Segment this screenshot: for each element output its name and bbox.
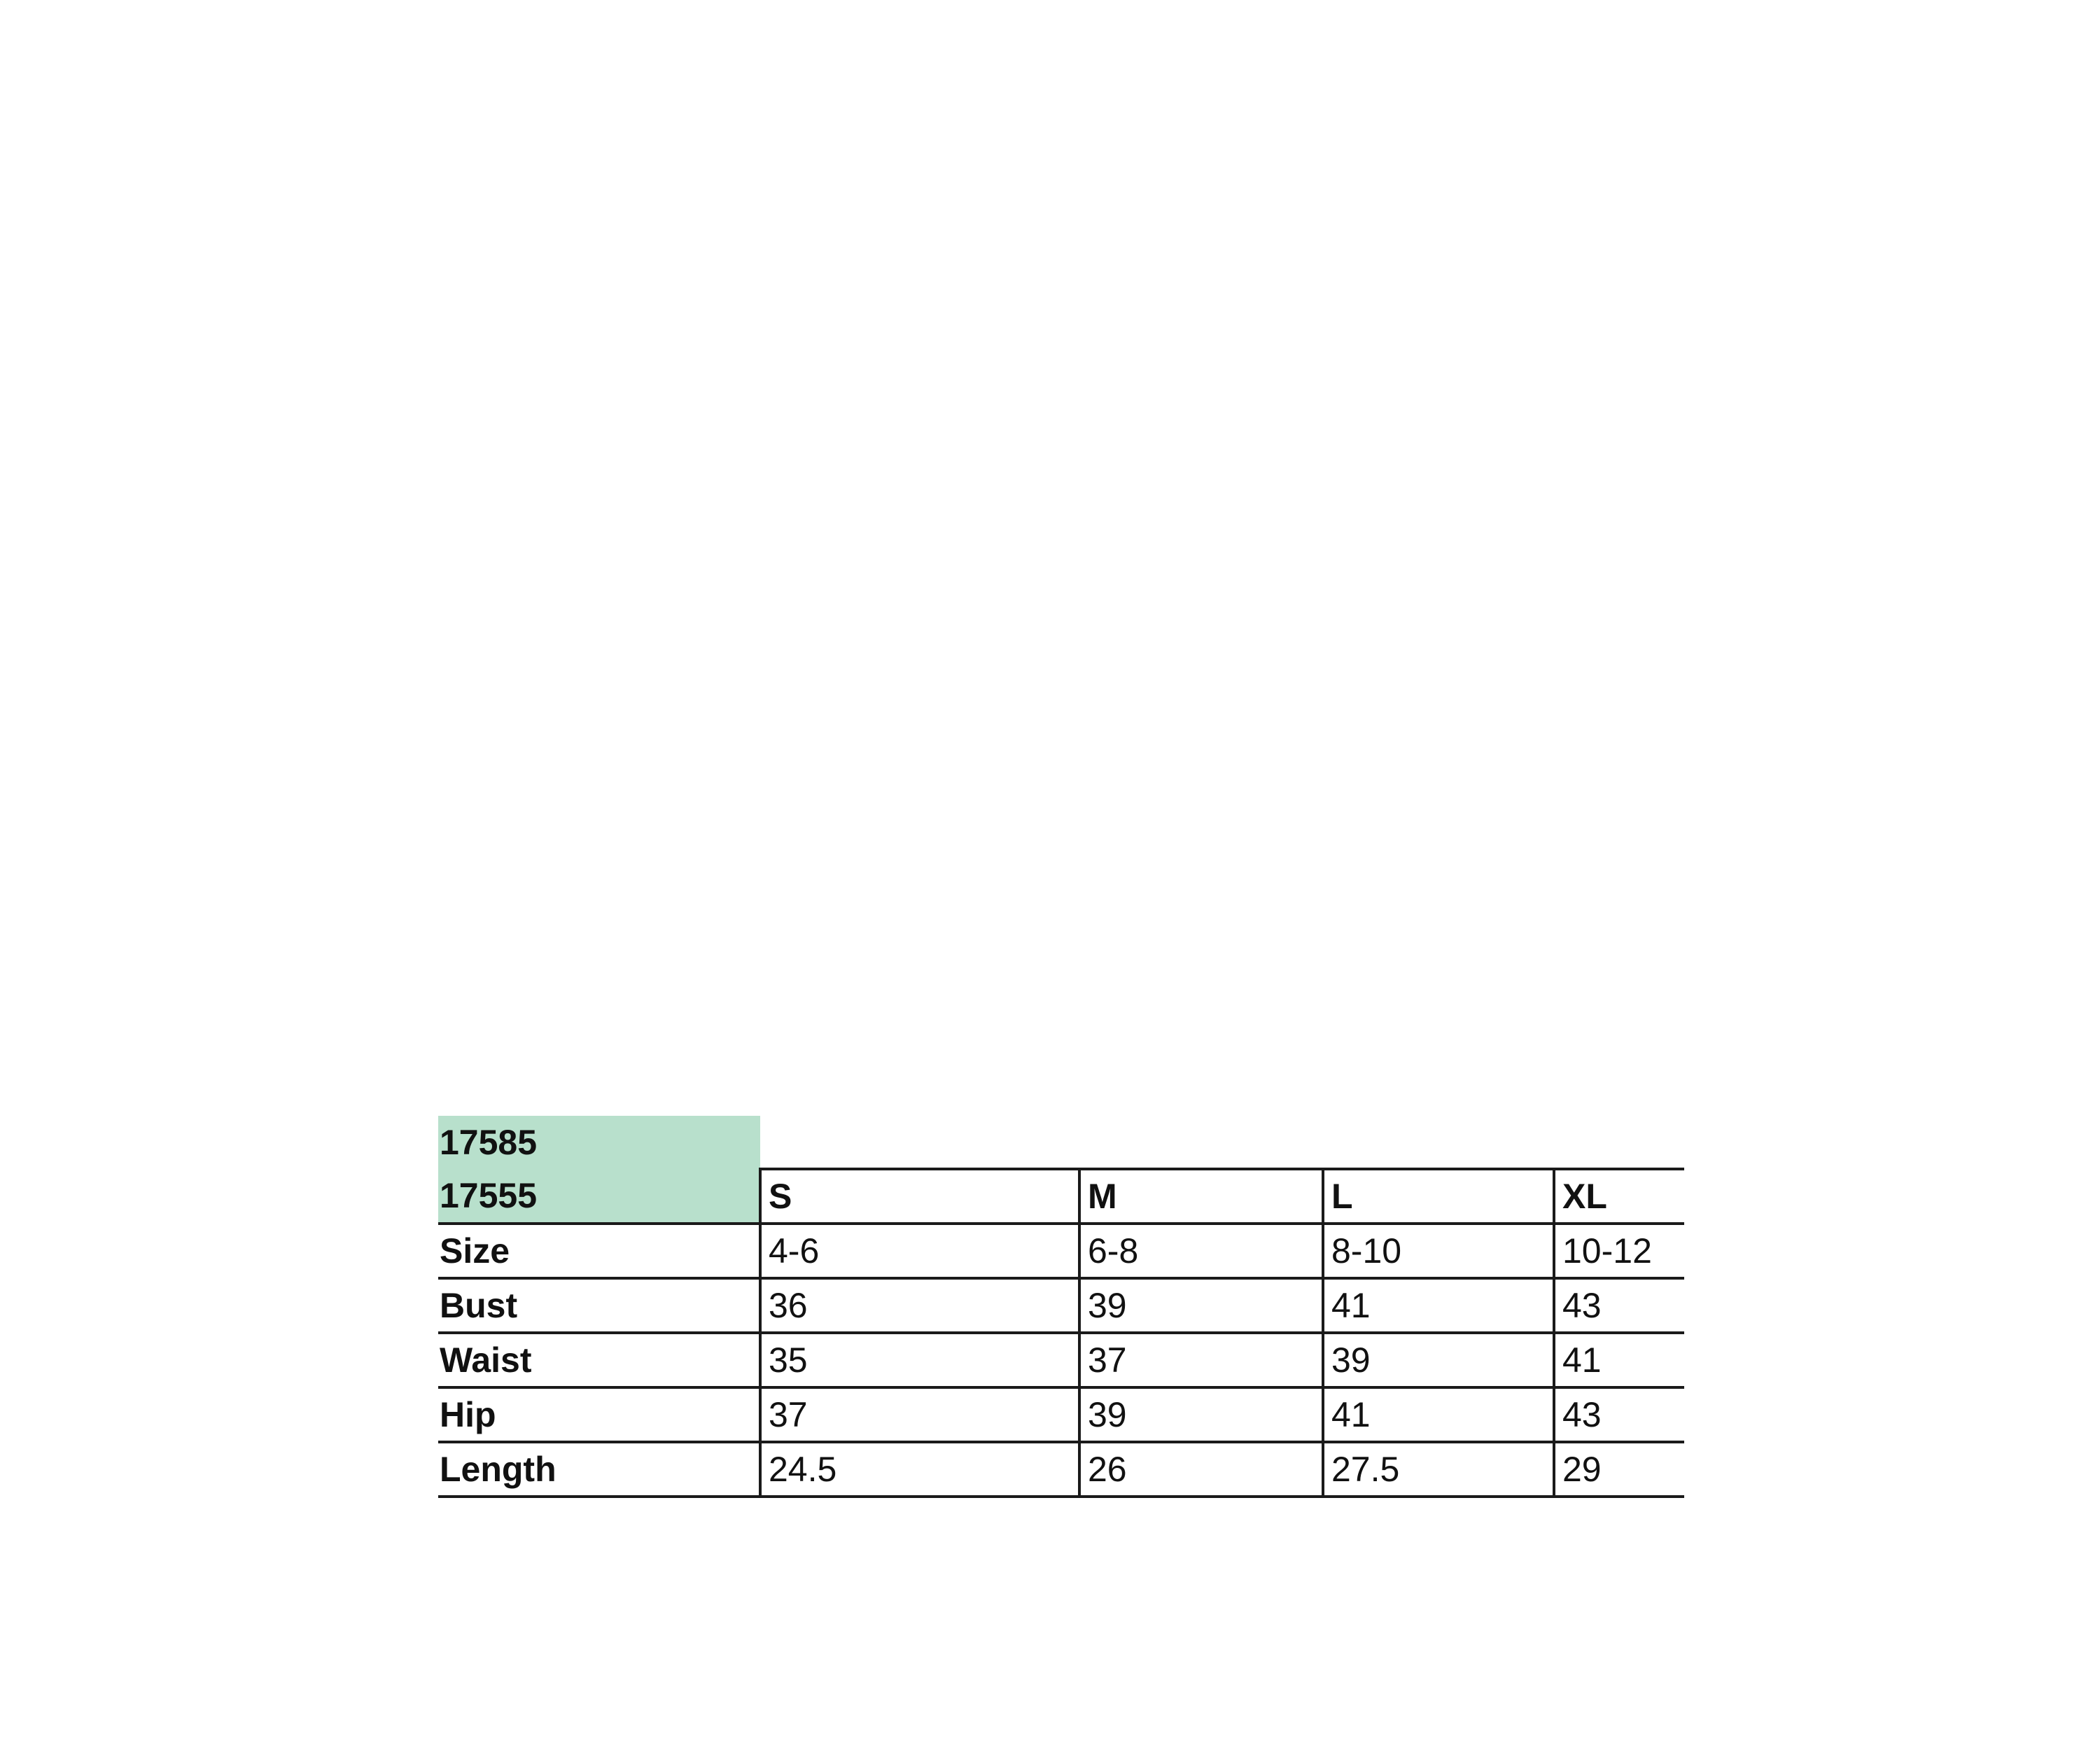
table-cell: 39	[1079, 1278, 1323, 1333]
size-header-row	[438, 1169, 1684, 1224]
empty-cell	[1323, 1116, 1554, 1169]
table-cell: 29	[1554, 1442, 1684, 1497]
table-cell: 10-12	[1554, 1224, 1684, 1278]
table-cell: 36	[760, 1278, 1079, 1333]
table-row	[438, 1224, 1684, 1278]
table-cell: 4-6	[760, 1224, 1079, 1278]
row-label: Bust	[438, 1278, 760, 1333]
row-label: Length	[438, 1442, 760, 1497]
table-cell: 27.5	[1323, 1442, 1554, 1497]
table-cell: 37	[1079, 1333, 1323, 1387]
row-label: Waist	[438, 1333, 760, 1387]
table-cell: 39	[1323, 1333, 1554, 1387]
table-cell: 24.5	[760, 1442, 1079, 1497]
size-header-xl: XL	[1554, 1169, 1684, 1224]
empty-cell	[1079, 1116, 1323, 1169]
table-row	[438, 1442, 1684, 1497]
table-row	[438, 1278, 1684, 1333]
table-cell: 37	[760, 1387, 1079, 1442]
size-chart-sheet	[438, 1116, 1684, 1498]
size-chart-table	[438, 1116, 1684, 1498]
empty-cell	[1554, 1116, 1684, 1169]
table-cell: 8-10	[1323, 1224, 1554, 1278]
table-cell: 35	[760, 1333, 1079, 1387]
row-label: Size	[438, 1224, 760, 1278]
size-header-s: S	[760, 1169, 1079, 1224]
table-cell: 41	[1323, 1387, 1554, 1442]
table-cell: 6-8	[1079, 1224, 1323, 1278]
table-cell: 26	[1079, 1442, 1323, 1497]
table-cell: 41	[1554, 1333, 1684, 1387]
table-cell: 41	[1323, 1278, 1554, 1333]
table-row	[438, 1387, 1684, 1442]
empty-cell	[760, 1116, 1079, 1169]
product-code-row	[438, 1116, 1684, 1169]
product-code-cell: 17555	[438, 1169, 760, 1224]
row-label: Hip	[438, 1387, 760, 1442]
table-cell: 43	[1554, 1387, 1684, 1442]
size-header-m: M	[1079, 1169, 1323, 1224]
table-cell: 43	[1554, 1278, 1684, 1333]
size-header-l: L	[1323, 1169, 1554, 1224]
product-code-cell: 17585	[438, 1116, 760, 1169]
table-cell: 39	[1079, 1387, 1323, 1442]
table-row	[438, 1333, 1684, 1387]
